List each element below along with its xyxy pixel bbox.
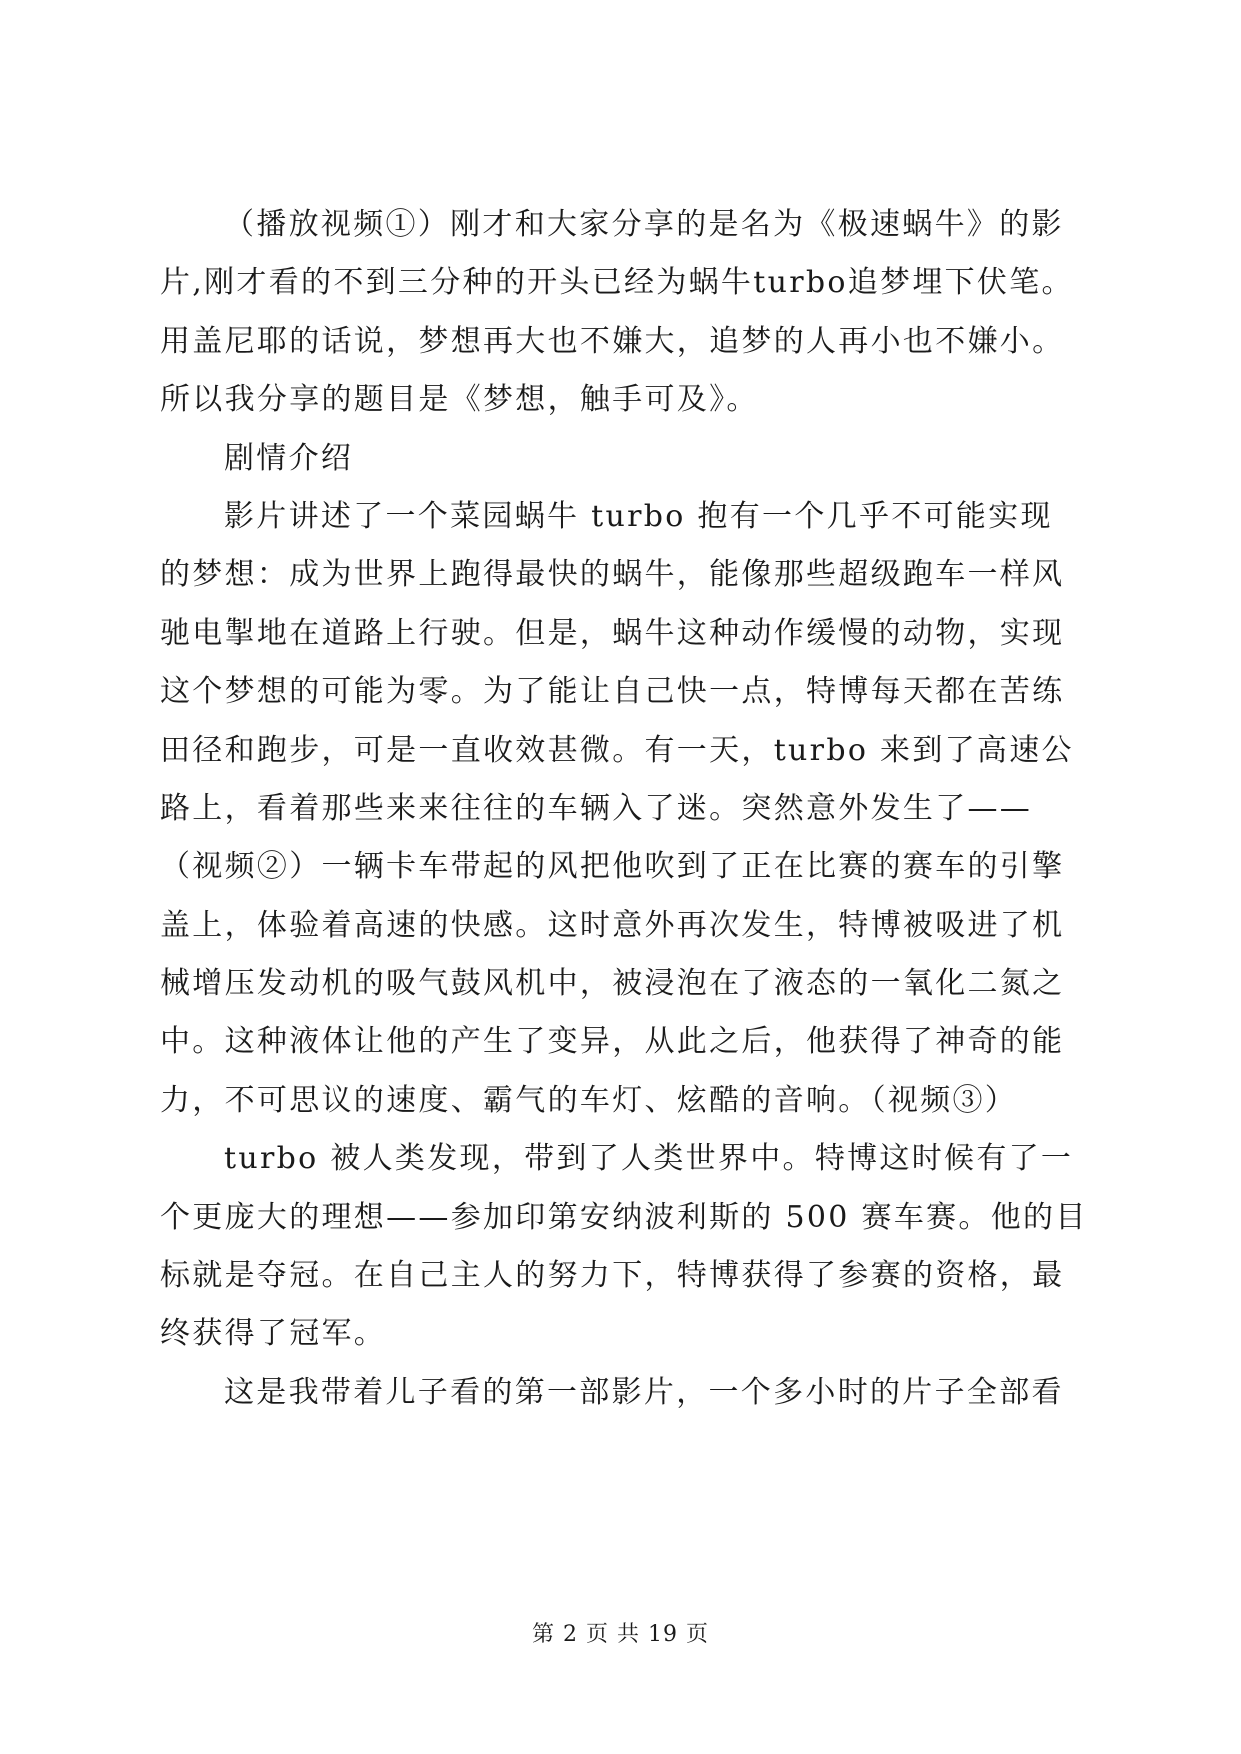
paragraph-line: 的梦想：成为世界上跑得最快的蜗牛，能像那些超级跑车一样风 [160,557,1065,593]
paragraph-line: 中。这种液体让他的产生了变异，从此之后，他获得了神奇的能 [160,1024,1065,1060]
paragraph-line: 影片讲述了一个菜园蜗牛 turbo 抱有一个几乎不可能实现 [224,498,1053,534]
section-heading: 剧情介绍 [224,440,354,476]
paragraph-line: 驰电掣地在道路上行驶。但是，蜗牛这种动作缓慢的动物，实现 [160,615,1065,651]
paragraph-line: 个更庞大的理想——参加印第安纳波利斯的 500 赛车赛。他的目 [160,1199,1088,1235]
paragraph-line: （视频②）一辆卡车带起的风把他吹到了正在比赛的赛车的引擎 [160,849,1065,885]
paragraph-line: （播放视频①）刚才和大家分享的是名为《极速蜗牛》的影 [224,207,1064,242]
paragraph-line: 标就是夺冠。在自己主人的努力下，特博获得了参赛的资格，最 [160,1258,1065,1294]
paragraph-line: 田径和跑步，可是一直收效甚微。有一天，turbo 来到了高速公 [160,732,1074,768]
paragraph-line: 械增压发动机的吸气鼓风机中，被浸泡在了液态的一氧化二氮之 [160,966,1065,1002]
page-number-footer: 第 2 页 共 19 页 [532,1622,709,1647]
paragraph-line: 所以我分享的题目是《梦想，触手可及》。 [160,382,759,418]
page-body [160,196,1120,1422]
paragraph-line: 力，不可思议的速度、霸气的车灯、炫酷的音响。（视频③） [160,1082,1018,1118]
paragraph-line: 盖上，体验着高速的快感。这时意外再次发生，特博被吸进了机 [160,907,1065,943]
paragraph-line: 这个梦想的可能为零。为了能让自己快一点，特博每天都在苦练 [160,674,1065,710]
paragraph-line: 终获得了冠军。 [160,1316,387,1352]
paragraph-line: 片,刚才看的不到三分种的开头已经为蜗牛turbo追梦埋下伏笔。 [160,265,1074,301]
paragraph-line: 这是我带着儿子看的第一部影片，一个多小时的片子全部看 [224,1374,1064,1410]
paragraph-line: turbo 被人类发现，带到了人类世界中。特博这时候有了一 [224,1141,1074,1177]
paragraph-line: 用盖尼耶的话说，梦想再大也不嫌大，追梦的人再小也不嫌小。 [160,323,1065,359]
paragraph-line: 路上，看着那些来来往往的车辆入了迷。突然意外发生了—— [160,790,1033,826]
